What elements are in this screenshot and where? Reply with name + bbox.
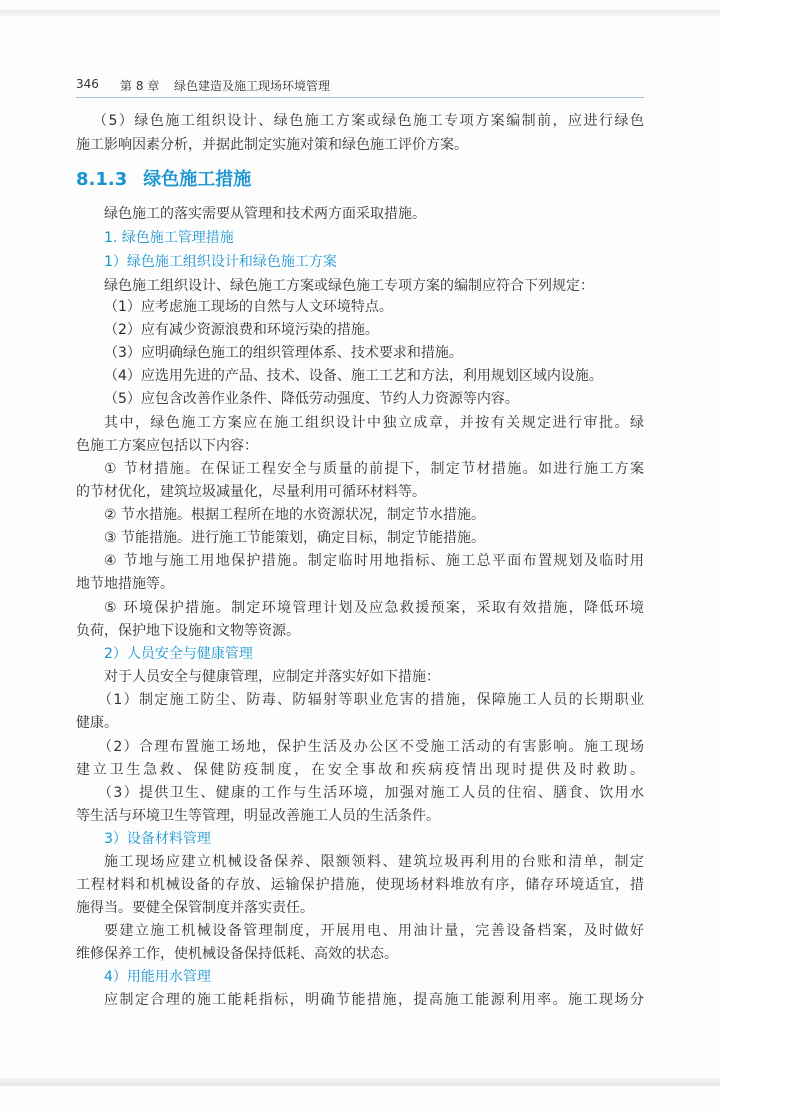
list-item: （3）应明确绿色施工的组织管理体系、技术要求和措施。 (104, 345, 463, 361)
paragraph-line: 工程材料和机械设备的存放、运输保护措施，使现场材料堆放有序，储存环境适宜，措 (76, 877, 644, 893)
paragraph-line: 对于人员安全与健康管理，应制定并落实好如下措施： (104, 669, 440, 685)
paragraph-line: 绿色施工的落实需要从管理和技术两方面采取措施。 (104, 206, 426, 222)
list-item: （4）应选用先进的产品、技术、设备、施工工艺和方法，利用规划区域内设施。 (104, 368, 603, 384)
scan-shadow-top (0, 10, 720, 16)
paragraph-line: 维修保养工作，使机械设备保持低耗、高效的状态。 (76, 946, 398, 962)
paragraph-line: 应制定合理的施工能耗指标，明确节能措施，提高施工能源利用率。施工现场分 (104, 992, 644, 1008)
list-item: （1）制定施工防尘、防毒、防辐射等职业危害的措施，保障施工人员的长期职业 (98, 692, 644, 708)
paragraph-line: 建立卫生急救、保健防疫制度，在安全事故和疾病疫情出现时提供及时救助。 (76, 762, 644, 778)
subsection-heading: 1. 绿色施工管理措施 (104, 230, 234, 246)
page-number: 346 (76, 77, 99, 91)
subsubsection-heading: 1）绿色施工组织设计和绿色施工方案 (104, 254, 337, 270)
section-title: 绿色施工措施 (143, 169, 252, 190)
paragraph-line: 施工影响因素分析，并据此制定实施对策和绿色施工评价方案。 (76, 137, 468, 153)
list-item: ⑤ 环境保护措施。制定环境管理计划及应急救援预案，采取有效措施，降低环境 (104, 600, 644, 616)
subsubsection-heading: 2）人员安全与健康管理 (104, 646, 253, 662)
paragraph-line: 绿色施工组织设计、绿色施工方案或绿色施工专项方案的编制应符合下列规定： (104, 278, 594, 294)
header-rule (76, 97, 644, 98)
list-item: ④ 节地与施工用地保护措施。制定临时用地指标、施工总平面布置规划及临时用 (104, 553, 644, 569)
paragraph-line: 施工现场应建立机械设备保养、限额领料、建筑垃圾再利用的台账和清单，制定 (104, 854, 644, 870)
paragraph-line: 负荷，保护地下设施和文物等资源。 (76, 623, 300, 639)
paragraph-line: 等生活与环境卫生等管理，明显改善施工人员的生活条件。 (76, 808, 440, 824)
paragraph-line: 施得当。要健全保管制度并落实责任。 (76, 900, 314, 916)
scan-shadow-bottom (0, 1078, 720, 1086)
scan-margin-right (720, 0, 800, 1108)
list-item: （3）提供卫生、健康的工作与生活环境，加强对施工人员的住宿、膳食、饮用水 (98, 785, 644, 801)
list-item: （2）合理布置施工场地，保护生活及办公区不受施工活动的有害影响。施工现场 (98, 739, 644, 755)
paragraph-line: 的节材优化，建筑垃圾减量化，尽量利用可循环材料等。 (76, 484, 426, 500)
chapter-label: 第 8 章 (120, 79, 160, 93)
paragraph-line: 其中，绿色施工方案应在施工组织设计中独立成章，并按有关规定进行审批。绿 (104, 415, 644, 431)
paragraph-line: 健康。 (76, 715, 118, 731)
list-item: ③ 节能措施。进行施工节能策划，确定目标，制定节能措施。 (104, 530, 485, 546)
list-item: ① 节材措施。在保证工程安全与质量的前提下，制定节材措施。如进行施工方案 (104, 461, 644, 477)
list-item: （2）应有减少资源浪费和环境污染的措施。 (104, 322, 379, 338)
chapter-title: 绿色建造及施工现场环境管理 (174, 79, 331, 93)
list-item: （1）应考虑施工现场的自然与人文环境特点。 (104, 299, 393, 315)
subsubsection-heading: 3）设备材料管理 (104, 831, 211, 847)
section-heading (76, 168, 251, 192)
paragraph-line: 色施工方案应包括以下内容： (76, 438, 258, 454)
list-item: ② 节水措施。根据工程所在地的水资源状况，制定节水措施。 (104, 507, 485, 523)
running-header (76, 77, 644, 97)
section-number: 8.1.3 (76, 169, 128, 190)
list-item: （5）应包含改善作业条件、降低劳动强度、节约人力资源等内容。 (104, 391, 519, 407)
paragraph-line: 要建立施工机械设备管理制度，开展用电、用油计量，完善设备档案，及时做好 (104, 923, 644, 939)
subsubsection-heading: 4）用能用水管理 (104, 969, 211, 985)
paragraph-line: （5）绿色施工组织设计、绿色施工方案或绿色施工专项方案编制前，应进行绿色 (93, 113, 644, 129)
paragraph-line: 地节地措施等。 (76, 576, 174, 592)
